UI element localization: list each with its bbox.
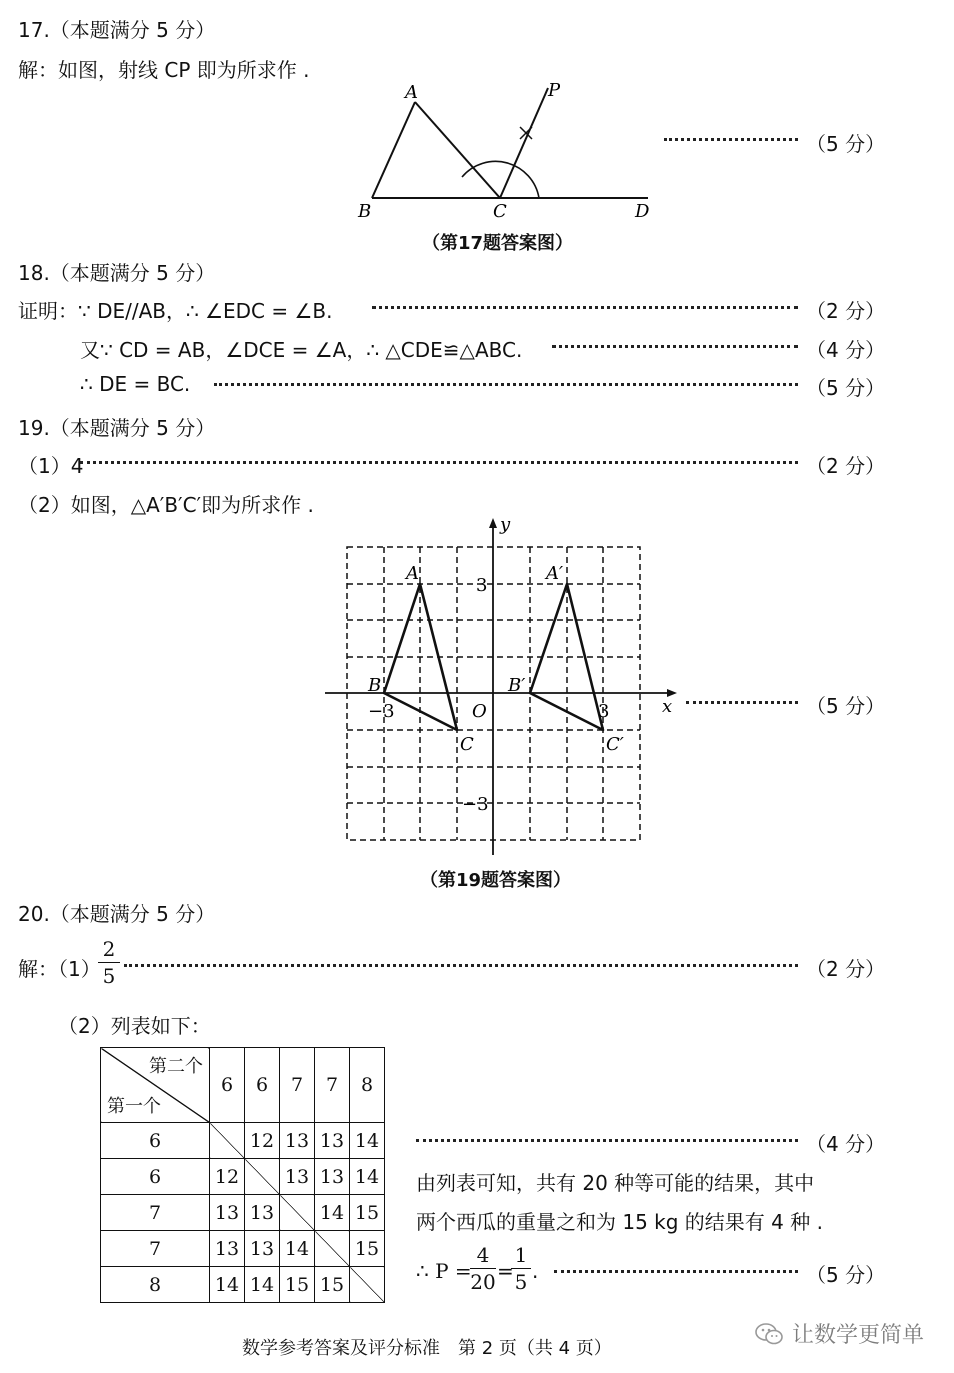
q20-p-eq: = xyxy=(497,1259,514,1283)
q19-origin: O xyxy=(472,701,487,722)
q19-label-C1: C′ xyxy=(606,734,624,755)
q20-p-num1: 4 xyxy=(476,1243,490,1267)
table-cell: 13 xyxy=(315,1123,350,1159)
q18-line2-dots xyxy=(552,345,798,348)
q19-part1: （1）4 xyxy=(18,454,84,478)
q17-dots xyxy=(664,138,798,141)
q17-caption: （第17题答案图） xyxy=(422,233,574,254)
q19-coordinate-figure xyxy=(320,510,690,860)
q17-label-P: P xyxy=(548,80,561,101)
q19-tick-3: 3 xyxy=(598,701,610,722)
q17-label-A: A xyxy=(405,82,418,103)
q18-line1-dots xyxy=(372,306,798,309)
q19-part2-score: （5 分） xyxy=(806,694,886,718)
q18-line2-score: （4 分） xyxy=(806,338,886,362)
q19-axis-y: y xyxy=(500,514,511,535)
table-row-label: 7 xyxy=(101,1231,210,1267)
q19-label-A: A xyxy=(406,563,419,584)
table-row-label: 7 xyxy=(101,1195,210,1231)
q18-line3: ∴ DE = BC. xyxy=(80,372,191,396)
q19-axis-x: x xyxy=(662,696,673,717)
q20-p-den2: 5 xyxy=(514,1270,528,1294)
q20-table-score: （4 分） xyxy=(806,1132,886,1156)
table-cell: 15 xyxy=(315,1267,350,1303)
q17-figure xyxy=(350,78,670,226)
q19-tick-y3: 3 xyxy=(476,575,488,596)
table-col-header: 8 xyxy=(350,1048,385,1123)
q19-part2: （2）如图，△A′B′C′即为所求作 . xyxy=(18,493,314,517)
table-row xyxy=(101,1267,385,1303)
table-row xyxy=(101,1231,385,1267)
table-cell: 13 xyxy=(280,1123,315,1159)
table-cell-diagonal xyxy=(315,1231,350,1267)
wechat-icon xyxy=(754,1321,784,1347)
table-header-row xyxy=(101,1048,385,1123)
q17-score: （5 分） xyxy=(806,132,886,156)
table-head-second: 第二个 xyxy=(149,1056,203,1077)
q20-p-end: . xyxy=(532,1259,539,1283)
q19-part1-score: （2 分） xyxy=(806,454,886,478)
q20-part1-dots xyxy=(124,964,798,967)
table-head-first: 第一个 xyxy=(107,1096,161,1117)
table-col-header: 6 xyxy=(245,1048,280,1123)
q19-label-B: B xyxy=(368,675,382,696)
table-cell: 13 xyxy=(315,1159,350,1195)
q20-part1-denominator: 5 xyxy=(102,964,116,988)
table-cell: 14 xyxy=(350,1123,385,1159)
q20-table-dots xyxy=(416,1139,798,1142)
q20-part1-score: （2 分） xyxy=(806,957,886,981)
q20-part2: （2）列表如下： xyxy=(58,1014,211,1038)
table-cell: 13 xyxy=(245,1195,280,1231)
q19-tick-yneg3: −3 xyxy=(462,794,489,815)
table-row xyxy=(101,1159,385,1195)
table-cell: 15 xyxy=(350,1195,385,1231)
q20-header: 20.（本题满分 5 分） xyxy=(18,902,216,926)
q20-part1-fraction xyxy=(98,937,120,988)
q18-header: 18.（本题满分 5 分） xyxy=(18,261,216,285)
table-cell: 12 xyxy=(210,1159,245,1195)
watermark xyxy=(754,1318,924,1349)
q19-part2-dots xyxy=(686,701,798,704)
q18-line3-dots xyxy=(214,383,798,386)
q17-label-D: D xyxy=(635,201,650,222)
q18-line3-score: （5 分） xyxy=(806,376,886,400)
q20-text2: 两个西瓜的重量之和为 15 kg 的结果有 4 种 . xyxy=(416,1210,823,1234)
table-row xyxy=(101,1195,385,1231)
q18-line1: 证明：∵ DE//AB，∴ ∠EDC = ∠B. xyxy=(18,299,333,323)
q20-part1-prefix: 解：（1） xyxy=(18,957,101,981)
q17-solution: 解：如图，射线 CP 即为所求作 . xyxy=(18,58,310,82)
watermark-text: 让数学更简单 xyxy=(792,1323,925,1348)
table-cell: 14 xyxy=(210,1267,245,1303)
table-cell: 13 xyxy=(210,1195,245,1231)
q17-header: 17.（本题满分 5 分） xyxy=(18,18,216,42)
q20-final-dots xyxy=(554,1270,798,1273)
q20-p-fraction-1 xyxy=(470,1243,496,1294)
q20-p-num2: 1 xyxy=(514,1243,528,1267)
table-cell-diagonal xyxy=(245,1159,280,1195)
q18-line2: 又∵ CD = AB，∠DCE = ∠A，∴ △CDE≌△ABC. xyxy=(80,338,523,362)
q19-part1-dots xyxy=(80,461,798,464)
table-cell-diagonal xyxy=(280,1195,315,1231)
q17-label-B: B xyxy=(358,201,372,222)
q19-label-A1: A′ xyxy=(546,563,564,584)
page-footer: 数学参考答案及评分标准 第 2 页（共 4 页） xyxy=(242,1338,612,1359)
q19-label-C: C xyxy=(460,734,474,755)
table-cell: 14 xyxy=(350,1159,385,1195)
q20-final-score: （5 分） xyxy=(806,1263,886,1287)
q19-label-B1: B′ xyxy=(508,675,526,696)
table-row-label: 6 xyxy=(101,1123,210,1159)
q19-header: 19.（本题满分 5 分） xyxy=(18,416,216,440)
q20-p-fraction-2 xyxy=(511,1243,531,1294)
table-corner-cell xyxy=(101,1048,210,1123)
table-row-label: 6 xyxy=(101,1159,210,1195)
table-col-header: 6 xyxy=(210,1048,245,1123)
table-cell: 14 xyxy=(315,1195,350,1231)
table-cell-diagonal xyxy=(210,1123,245,1159)
q20-part1-numerator: 2 xyxy=(102,937,116,961)
q20-outcome-table xyxy=(100,1047,385,1303)
q18-line1-score: （2 分） xyxy=(806,299,886,323)
table-cell: 14 xyxy=(280,1231,315,1267)
q17-label-C: C xyxy=(493,201,507,222)
table-cell: 15 xyxy=(280,1267,315,1303)
table-col-header: 7 xyxy=(280,1048,315,1123)
table-cell: 13 xyxy=(245,1231,280,1267)
table-row-label: 8 xyxy=(101,1267,210,1303)
table-row xyxy=(101,1123,385,1159)
table-cell: 14 xyxy=(245,1267,280,1303)
table-cell-diagonal xyxy=(350,1267,385,1303)
q20-p-prefix: ∴ P = xyxy=(416,1259,472,1283)
table-cell: 15 xyxy=(350,1231,385,1267)
q19-caption: （第19题答案图） xyxy=(420,870,572,891)
q20-p-den1: 20 xyxy=(470,1270,496,1294)
q19-tick-neg3: −3 xyxy=(368,701,395,722)
table-col-header: 7 xyxy=(315,1048,350,1123)
q20-text1: 由列表可知，共有 20 种等可能的结果，其中 xyxy=(416,1171,815,1195)
table-cell: 12 xyxy=(245,1123,280,1159)
table-cell: 13 xyxy=(210,1231,245,1267)
table-cell: 13 xyxy=(280,1159,315,1195)
